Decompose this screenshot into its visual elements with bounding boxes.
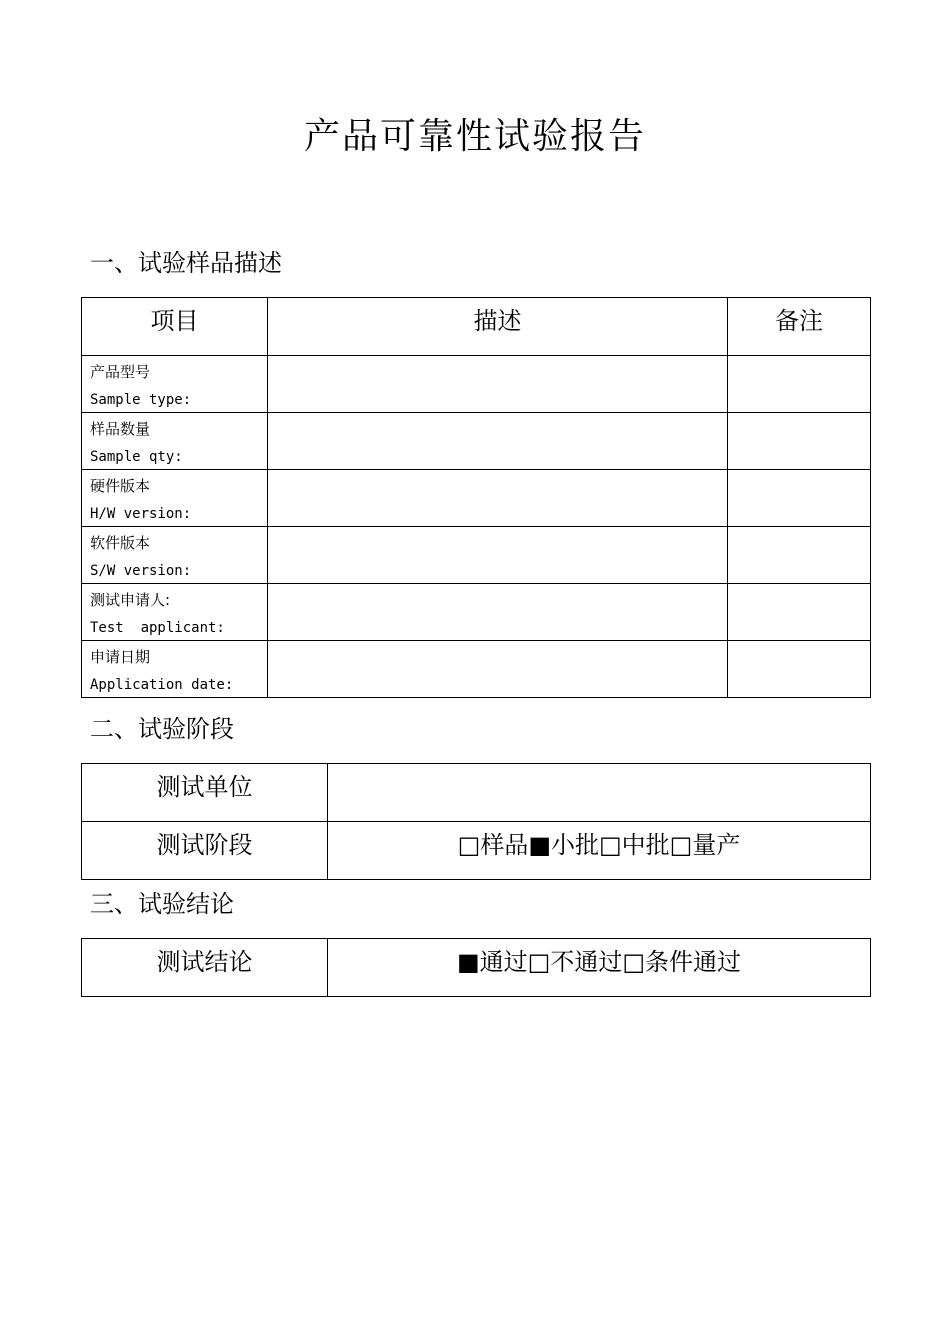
test-conclusion-table — [81, 938, 871, 997]
sample-description-table — [81, 297, 871, 698]
hw-version-description-cell[interactable] — [268, 470, 728, 527]
row-label-cell — [82, 356, 268, 413]
table-row-test-applicant — [82, 584, 871, 641]
column-header-description: 描述 — [268, 298, 728, 356]
row-label-en: Test applicant: — [90, 620, 225, 636]
document-title: 产品可靠性试验报告 — [303, 116, 646, 157]
sample-type-description-cell[interactable] — [268, 356, 728, 413]
test-unit-value-cell[interactable] — [328, 764, 871, 822]
table-row-sw-version — [82, 527, 871, 584]
sw-version-description-cell[interactable] — [268, 527, 728, 584]
section-heading-test-conclusion: 三、试验结论 — [90, 890, 234, 918]
row-label-cell — [82, 527, 268, 584]
row-label-zh: 硬件版本 — [90, 477, 151, 495]
row-label-en: Sample type: — [90, 392, 192, 408]
table-row-sample-type — [82, 356, 871, 413]
sw-version-remark-cell[interactable] — [728, 527, 871, 584]
row-label-en: H/W version: — [90, 506, 192, 522]
test-stage-label: 测试阶段 — [82, 822, 328, 880]
test-unit-label: 测试单位 — [82, 764, 328, 822]
test-applicant-remark-cell[interactable] — [728, 584, 871, 641]
sample-qty-remark-cell[interactable] — [728, 413, 871, 470]
sample-qty-description-cell[interactable] — [268, 413, 728, 470]
test-stage-table — [81, 763, 871, 880]
row-label-zh: 样品数量 — [90, 420, 151, 438]
hw-version-remark-cell[interactable] — [728, 470, 871, 527]
test-applicant-description-cell[interactable] — [268, 584, 728, 641]
row-label-cell — [82, 584, 268, 641]
row-label-zh: 申请日期 — [90, 648, 151, 666]
row-label-zh: 软件版本 — [90, 534, 151, 552]
table-row-test-conclusion — [82, 939, 871, 997]
row-label-en: S/W version: — [90, 563, 192, 579]
table-row-test-unit — [82, 764, 871, 822]
row-label-en: Sample qty: — [90, 449, 183, 465]
table-row-hw-version — [82, 470, 871, 527]
row-label-cell — [82, 641, 268, 698]
test-conclusion-options[interactable]: ■通过□不通过□条件通过 — [328, 939, 871, 997]
table-header-row — [82, 298, 871, 356]
section-heading-sample-description: 一、试验样品描述 — [90, 249, 282, 277]
row-label-cell — [82, 413, 268, 470]
test-stage-options[interactable]: □样品■小批□中批□量产 — [328, 822, 871, 880]
column-header-remark: 备注 — [728, 298, 871, 356]
application-date-description-cell[interactable] — [268, 641, 728, 698]
test-conclusion-label: 测试结论 — [82, 939, 328, 997]
table-row-sample-qty — [82, 413, 871, 470]
row-label-zh: 产品型号 — [90, 363, 151, 381]
section-heading-test-stage: 二、试验阶段 — [90, 715, 234, 743]
row-label-en: Application date: — [90, 677, 234, 693]
row-label-zh: 测试申请人: — [90, 591, 171, 609]
table-row-test-stage — [82, 822, 871, 880]
column-header-item: 项目 — [82, 298, 268, 356]
table-row-application-date — [82, 641, 871, 698]
application-date-remark-cell[interactable] — [728, 641, 871, 698]
sample-type-remark-cell[interactable] — [728, 356, 871, 413]
row-label-cell — [82, 470, 268, 527]
